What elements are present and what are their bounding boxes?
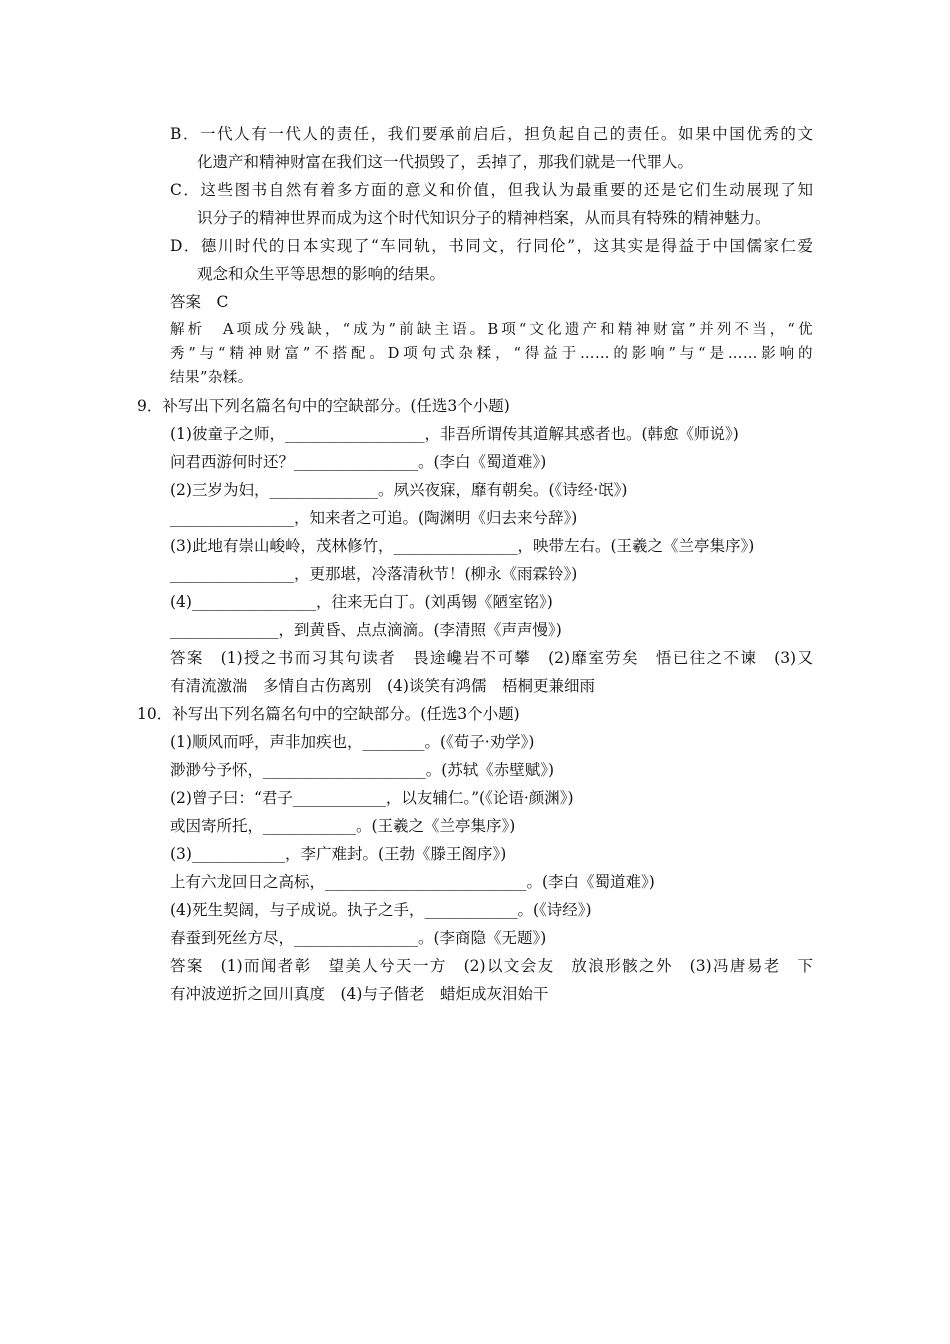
text-line: 有清流激湍 多情自古伤离别 (4)谈笑有鸿儒 梧桐更兼细雨 [170,677,595,695]
text-line: 问君西游何时还？________________。(李白《蜀道难》) [170,453,547,471]
text-line: (2)曾子曰：“君子____________，以友辅仁。”(《论语·颜渊》) [170,789,574,807]
text-line: 结果”杂糅。 [170,370,253,386]
text-line: (1)彼童子之师，__________________，非吾所谓传其道解其惑者也。(韩愈《师说》) [170,425,739,443]
text-line: (3)此地有崇山峻岭，茂林修竹，________________，映带左右。(王羲之《兰亭集序》) [170,537,755,555]
text-line: 答案 (1)授之书而习其句读者 畏途巉岩不可攀 (2)靡室劳矣 悟已往之不谏 (3)又 [170,649,813,667]
text-line: 春蚕到死丝方尽，________________。(李商隐《无题》) [170,929,547,947]
text-line: B．一代人有一代人的责任，我们要承前启后，担负起自己的责任。如果中国优秀的文 [170,125,813,143]
text-line: ______________，到黄昏、点点滴滴。(李清照《声声慢》) [170,621,562,639]
text-line: D．德川时代的日本实现了“车同轨，书同文，行同伦”，这其实是得益于中国儒家仁爱 [170,237,813,255]
text-line: 上有六龙回日之高标，__________________________。(李白《蜀道难》) [170,873,655,891]
text-line: (4)死生契阔，与子成说。执子之手，____________。(《诗经》) [170,901,592,919]
text-line: 化遗产和精神财富在我们这一代损毁了，丢掉了，那我们就是一代罪人。 [197,153,694,171]
text-line: 10．补写出下列名篇名句中的空缺部分。(任选3个小题) [137,705,520,723]
text-line: 渺渺兮予怀，_____________________。(苏轼《赤壁赋》) [170,761,555,779]
text-line: 答案 (1)而闻者彰 望美人兮天一方 (2)以文会友 放浪形骸之外 (3)冯唐易老 下 [170,957,813,975]
text-line: C．这些图书自然有着多方面的意义和价值，但我认为最重要的还是它们生动展现了知 [170,181,813,199]
text-line: (2)三岁为妇，______________。夙兴夜寐，靡有朝矣。(《诗经·氓》) [170,481,628,499]
text-line: 解析 A项成分残缺，“成为”前缺主语。B项“文化遗产和精神财富”并列不当，“优 [170,322,813,338]
text-line: (3)____________，李广难封。(王勃《滕王阁序》) [170,845,507,863]
text-line: (1)顺风而呼，声非加疾也，________。(《荀子·劝学》) [170,733,535,751]
text-line: 或因寄所托，____________。(王羲之《兰亭集序》) [170,817,516,835]
text-line: 9．补写出下列名篇名句中的空缺部分。(任选3个小题) [137,397,510,415]
text-line: 识分子的精神世界而成为这个时代知识分子的精神档案，从而具有特殊的精神魅力。 [197,209,771,227]
text-line: 有冲波逆折之回川真度 (4)与子偕老 蜡炬成灰泪始干 [170,985,549,1003]
text-line: ________________，知来者之可追。(陶渊明《归去来兮辞》) [170,509,578,527]
text-line: 观念和众生平等思想的影响的结果。 [197,265,446,283]
text-line: 答案 C [170,293,229,311]
text-line: (4)________________，往来无白丁。(刘禹锡《陋室铭》) [170,593,553,611]
text-line: 秀”与“精神财富”不搭配。D项句式杂糅，“得益于……的影响”与“是……影响的 [170,346,813,362]
text-line: ________________，更那堪，冷落清秋节！(柳永《雨霖铃》) [170,565,578,583]
